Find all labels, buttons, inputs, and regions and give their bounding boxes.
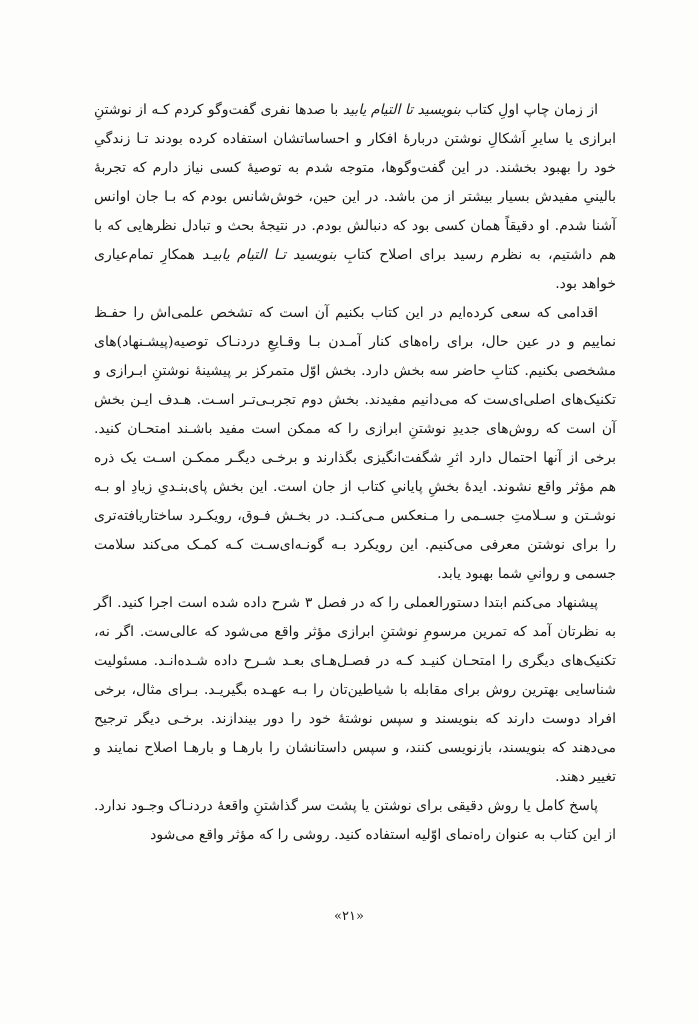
paragraph-text: از زمان چاپ اولِ کتاب — [460, 102, 598, 118]
paragraph — [94, 589, 616, 792]
book-title: بنویسید تـا التیام یابیـد — [202, 247, 337, 263]
paragraph — [94, 299, 616, 589]
paragraph — [94, 96, 616, 299]
paragraph-text: اقدامی که سعی کرده‌ایم در این کتاب بکنیم آن است که تشخص علمی‌اش را حفـظ نماییم و در عین حال، برای راه‌های کنار آمـدن بـا وقـایعِ دردنـاک توصیه(پیشـنهاد)های مشخصی بکنیم. کتابِ حاضر سه بخش دارد. بخش اوّل متمرکز بر پیشینهٔ نوشتنِ ابـرازی و تکنیک‌های اصلی‌ای‌ست که می‌دانیم مفیدند. بخش دوم تجربـی‌تـر اسـت. هـدف ایـن بخش آن است که روش‌های جدیدِ نوشتنِ ابرازی را که ممکن است مفید باشـند امتحـان کنید. برخی از آنها احتمال دارد اثرِ شگفت‌انگیزی بگذارند و برخـی دیگـر ممکـن اسـت یک ذره هم مؤثر واقع نشوند. ایدهٔ بخشِ پایانیِ کتاب از جان است. این بخش پای‌بنـدیِ زیادِ او بـه نوشـتن و سـلامتِ جسـمی را مـنعکس مـی‌کنـد. در بخـش فـوق، رویکـرد ساختاریافته‌تری را برای نوشتن معرفی می‌کنیم. این رویکرد بـه گونـه‌ای‌سـت کـه کمـک می‌کند سلامت جسمی و روانیِ شما بهبود یابد. — [94, 305, 616, 582]
paragraph-text: با صدها نفری گفت‌وگو کردم کـه از نوشتنِ ابرازی یا سایرِ اَشکالِ نوشتن دربارهٔ افکار و احساساتشان استفاده کرده بودند تـا زندگیِ خود را بهبود بخشند. در این گفت‌وگوها، متوجه شدم به توصیهٔ کسی نیاز دارم که تجربهٔ بالینیِ مفیدش بسیار بیشتر از من باشد. در این حین، خوش‌شانس بودم که بـا جان اوانس آشنا شدم. او دقیقاً همان کسی بود که دنبالش بودم. در نتیجهٔ بحث و تبادل نظرهایی که با هم داشتیم، به نظرم رسید برای اصلاح کتابِ — [94, 102, 617, 263]
paragraph-text: پیشنهاد می‌کنم ابتدا دستورالعملی را که در فصل ۳ شرح داده شده است اجرا کنید. اگر به نظرتان آمد که تمرین مرسومِ نوشتنِ ابرازی مؤثر واقع می‌شود که عالی‌ست. اگر نه، تکنیک‌های دیگری را امتحـان کنیـد کـه در فصـل‌هـای بعـد شـرح داده شـده‌انـد. مسئولیت شناسایی بهترین روش برای مقابله با شیاطین‌تان را بـه عهـده بگیریـد. بـرای مثال، برخی افراد دوست دارند که بنویسند و سپس نوشتهٔ خود را دور بیندازند. برخـی دیگر ترجیح می‌دهند که بنویسند، بازنویسی کنند، و سپس داستانشان را بارهـا و بارهـا اصلاح نمایند و تغییر دهند. — [94, 595, 616, 785]
paragraph — [94, 792, 616, 850]
body-text — [94, 96, 616, 850]
paragraph-text: همکارِ تمام‌عیاری خواهد بود. — [94, 247, 616, 292]
book-title: بنویسید تا التیام یابید — [342, 102, 461, 118]
page-number: «۲۱» — [334, 909, 364, 924]
paragraph-text: پاسخ کامل یا روش دقیقی برای نوشتن یا پشت سر گذاشتنِ واقعهٔ دردنـاک وجـود ندارد. از این کتاب به عنوان راه‌نمای اوّلیه استفاده کنید. روشی را که مؤثر واقع می‌شود — [94, 798, 616, 843]
